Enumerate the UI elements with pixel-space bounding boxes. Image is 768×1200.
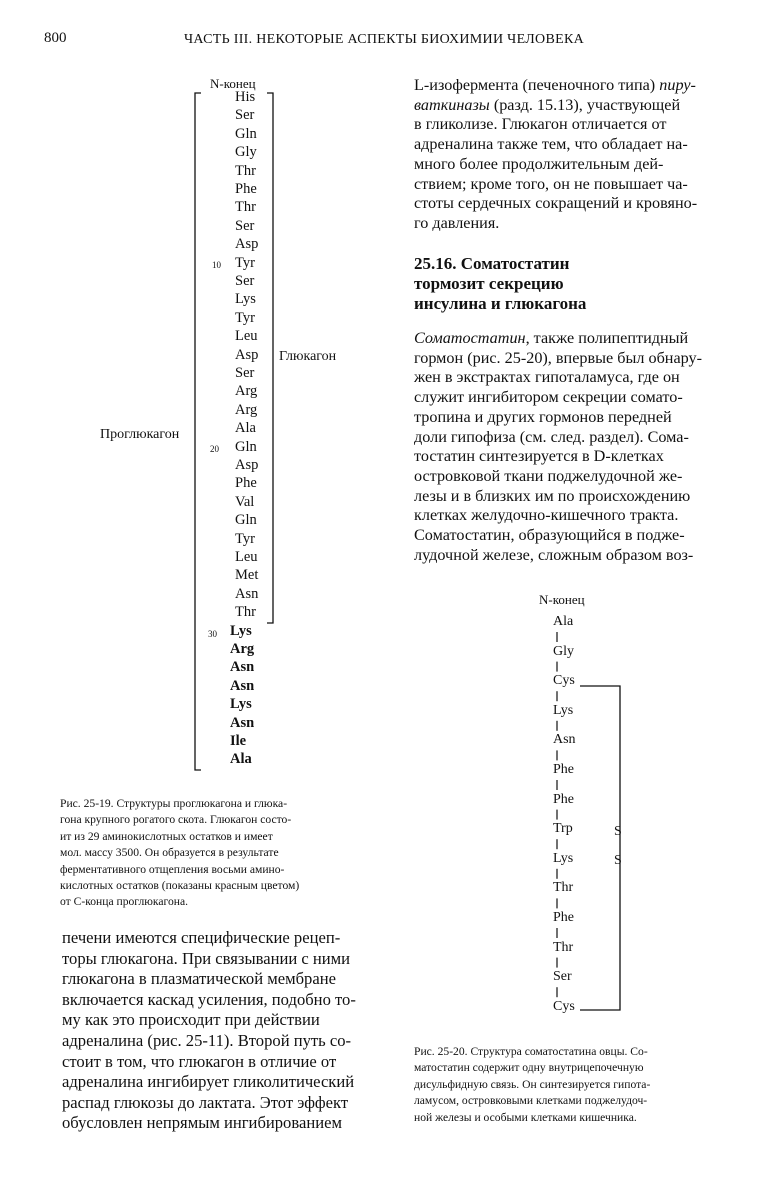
caption-line: от С-конца проглюкагона. [60, 895, 189, 909]
text-line: адреналина также тем, что обладает на- [414, 135, 688, 154]
text-line: L-изофермента (печеночного типа) пиру- [414, 76, 696, 94]
text-line: в гликолизе. Глюкагон отличается от [414, 115, 667, 134]
caption-line: гона крупного рогатого скота. Глюкагон состо- [60, 813, 292, 827]
text-line: го давления. [414, 213, 500, 232]
amino-acid-residue: Phe [553, 791, 574, 807]
amino-acid-residue: Ser [235, 365, 255, 381]
text-line: Соматостатин, образующийся в подже- [414, 526, 685, 545]
caption-line: ферментативного отщепления восьми амино- [60, 862, 285, 876]
amino-acid-residue: Asn [230, 714, 255, 731]
amino-acid-residue: Phe [235, 475, 257, 492]
amino-acid-residue: Phe [553, 910, 574, 925]
text-line: ваткиназы (разд. 15.13), участвующей [414, 95, 681, 114]
text-line: Соматостатин, также полипептидный [414, 329, 689, 347]
bottom-left-paragraph [62, 928, 392, 1134]
caption-line: матостатин содержит одну внутрицепочечную [414, 1061, 644, 1075]
amino-acid-residue: Cys [553, 673, 575, 689]
amino-acid-residue: Trp [553, 821, 573, 837]
section-heading [414, 254, 747, 314]
text-line: стоит в том, что глюкагон в отличие от [62, 1051, 337, 1071]
amino-acid-residue: Asn [230, 659, 255, 676]
amino-acid-residue: Ser [235, 217, 255, 234]
amino-acid-residue: Gln [235, 125, 257, 142]
text-line: глюкагона в плазматической мембране [62, 969, 336, 989]
amino-acid-residue: Thr [553, 880, 574, 896]
proglucagon-bracket [195, 93, 201, 770]
figure-25-19-caption [60, 796, 380, 911]
disulfide-sulfur-2: S [614, 853, 622, 868]
text-line: адреналина ингибирует гликолитический [62, 1072, 355, 1092]
caption-line: дисульфидную связь. Он синтезируется гипота- [414, 1077, 651, 1091]
caption-line: ламусом, островковыми клетками поджелудоч- [414, 1094, 648, 1108]
disulfide-sulfur-1: S [614, 824, 622, 839]
text-line: гормон (рис. 25-20), впервые был обнару- [414, 348, 703, 367]
caption-line: ит из 29 аминокислотных остатков и имеет [60, 829, 273, 843]
glucagon-label: Глюкагон [279, 349, 337, 364]
text-line: печени имеются специфические рецеп- [62, 928, 341, 947]
heading-line: инсулина и глюкагона [414, 294, 587, 313]
amino-acid-residue: Lys [235, 291, 256, 308]
text-line: стоты сердечных сокращений и кровяно- [414, 194, 698, 213]
amino-acid-residue: Ser [553, 969, 572, 985]
text-line: торы глюкагона. При связывании с ними [62, 948, 351, 968]
text-line: жен в экстрактах гипоталамуса, где он [414, 368, 680, 387]
caption-line: кислотных остатков (показаны красным цветом) [60, 879, 300, 893]
amino-acid-residue: Leu [235, 328, 258, 345]
proglucagon-label: Проглюкагон [100, 427, 180, 442]
amino-acid-residue: Gly [553, 643, 574, 659]
heading-line: тормозит секрецию [414, 274, 564, 293]
amino-acid-residue: Asp [235, 346, 259, 363]
amino-acid-residue: Asn [230, 677, 255, 694]
amino-acid-residue: Leu [235, 549, 258, 565]
amino-acid-residue: Asp [235, 236, 259, 253]
amino-acid-residue: Arg [235, 401, 258, 418]
amino-acid-residue: Asn [553, 732, 576, 748]
caption-line: Рис. 25-19. Структуры проглюкагона и глюка- [60, 797, 288, 810]
amino-acid-residue: Thr [235, 604, 256, 621]
amino-acid-residue: Gln [235, 438, 257, 455]
figure-25-20-caption [414, 1044, 749, 1126]
residue-index-20: 20 [210, 444, 219, 454]
amino-acid-residue: Lys [230, 622, 252, 639]
amino-acid-residue: Gly [235, 144, 257, 161]
disulfide-bridge [580, 686, 620, 1010]
amino-acid-residue: Lys [553, 850, 574, 866]
somatostatin-n-terminus-label: N-конец [539, 592, 585, 607]
text-line: клетках желудочно-кишечного тракта. [414, 506, 679, 525]
glucagon-n-terminus-label: N-конец [210, 76, 256, 91]
amino-acid-residue: Thr [553, 939, 574, 955]
page-number: 800 [44, 30, 67, 46]
amino-acid-residue: His [235, 89, 256, 105]
text-line: адреналина (рис. 25-11). Второй путь со- [62, 1030, 352, 1050]
amino-acid-residue: Arg [230, 641, 255, 657]
heading-line: 25.16. Соматостатин [414, 254, 570, 273]
text-line: ствием; кроме того, он не повышает ча- [414, 174, 688, 193]
glucagon-bracket [267, 93, 273, 623]
amino-acid-residue: Ser [235, 107, 255, 124]
amino-acid-residue: Lys [553, 702, 574, 718]
amino-acid-residue: Phe [235, 181, 257, 197]
amino-acid-residue: Asp [235, 457, 259, 473]
text-line: много более продолжительным дей- [414, 154, 664, 173]
amino-acid-residue: Met [235, 567, 259, 584]
amino-acid-residue: Thr [235, 199, 256, 216]
amino-acid-residue: Cys [553, 998, 575, 1014]
text-line: лудочной железе, сложным образом воз- [414, 545, 694, 564]
right-top-paragraph [414, 76, 747, 234]
caption-line: Рис. 25-20. Структура соматостатина овцы. Со- [414, 1045, 648, 1058]
amino-acid-residue: Tyr [235, 309, 255, 326]
amino-acid-residue: Phe [553, 762, 574, 777]
caption-line: мол. массу 3500. Он образуется в результате [60, 846, 279, 860]
amino-acid-residue: Thr [235, 162, 256, 179]
amino-acid-residue: Ala [230, 751, 252, 768]
running-title: ЧАСТЬ III. НЕКОТОРЫЕ АСПЕКТЫ БИОХИМИИ ЧЕЛОВЕКА [184, 32, 584, 47]
amino-acid-residue: Lys [230, 696, 252, 713]
amino-acid-residue: Val [235, 493, 255, 510]
amino-acid-residue: Tyr [235, 254, 255, 271]
amino-acid-residue: Ile [230, 733, 247, 749]
text-line: лезы и в близких им по происхождению [414, 486, 691, 505]
amino-acid-residue: Arg [235, 383, 258, 400]
amino-acid-residue: Gln [235, 512, 257, 529]
section-paragraph [414, 329, 747, 565]
text-line: му как это происходит при действии [62, 1010, 320, 1030]
text-line: включается каскад усиления, подобно то- [62, 989, 356, 1009]
text-line: распад глюкозы до лактата. Этот эффект [62, 1092, 349, 1112]
text-line: тостатин синтезируется в D-клетках [414, 447, 664, 466]
text-line: обусловлен непрямым ингибированием [62, 1113, 342, 1133]
text-line: доли гипофиза (см. след. раздел). Сома- [414, 427, 689, 446]
amino-acid-residue: Ala [235, 420, 256, 437]
text-line: служит ингибитором секреции сомато- [414, 388, 683, 407]
text-line: тропина и других гормонов передней [414, 407, 672, 426]
amino-acid-residue: Ala [553, 614, 574, 629]
residue-index-30: 30 [208, 629, 217, 639]
amino-acid-residue: Ser [235, 273, 255, 289]
amino-acid-residue: Asn [235, 585, 259, 602]
text-line: островковой ткани поджелудочной же- [414, 466, 683, 485]
caption-line: ной железы и особыми клетками кишечника. [414, 1110, 637, 1124]
residue-index-10: 10 [212, 260, 221, 270]
amino-acid-residue: Tyr [235, 530, 255, 547]
